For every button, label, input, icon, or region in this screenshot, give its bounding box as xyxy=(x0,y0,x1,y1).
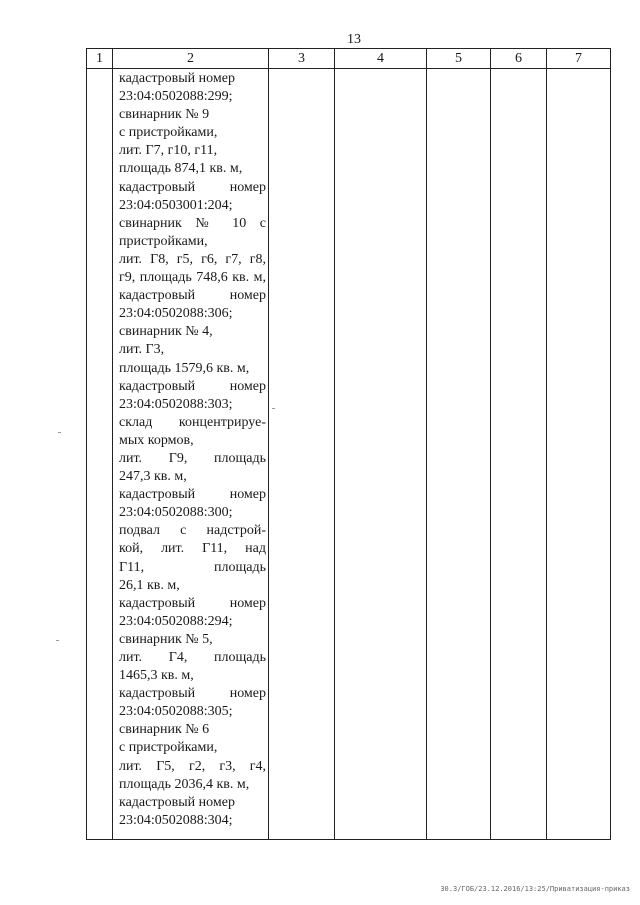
description-line: 23:04:0502088:304; xyxy=(119,812,233,828)
description-line: 1465,3 кв. м, xyxy=(119,668,194,684)
description-line: свинарник № 9 xyxy=(119,107,210,123)
description-line: мых кормов, xyxy=(119,432,194,448)
scan-speck xyxy=(58,432,61,433)
description-line: пристройками, xyxy=(119,233,208,249)
description-line: склад концентрируе- xyxy=(119,414,266,430)
description-line: подвал с надстрой- xyxy=(119,523,266,539)
description-line: лит. Г7, г10, г11, xyxy=(119,143,218,159)
description-line: свинарник № 5, xyxy=(119,631,213,647)
description-line: свинарник № 10 с xyxy=(119,215,266,231)
column-header-6: 6 xyxy=(491,49,547,69)
property-description xyxy=(113,69,268,830)
column-header-5: 5 xyxy=(427,49,491,69)
description-line: 23:04:0502088:303; xyxy=(119,396,233,412)
column-header-4: 4 xyxy=(335,49,427,69)
description-line: площадь 2036,4 кв. м, xyxy=(119,776,250,792)
table-row xyxy=(87,69,611,840)
scan-speck xyxy=(272,408,275,409)
description-line: площадь 1579,6 кв. м, xyxy=(119,360,250,376)
cell-col-2 xyxy=(113,69,269,840)
cell-col-1 xyxy=(87,69,113,840)
description-line: лит. Г9, площадь xyxy=(119,450,266,466)
description-line: кадастровый номер xyxy=(119,378,266,394)
description-line: 23:04:0502088:299; xyxy=(119,89,233,105)
description-line: кой, лит. Г11, над xyxy=(119,541,266,557)
document-table xyxy=(86,48,611,840)
description-line: кадастровый номер xyxy=(119,686,266,702)
cell-col-4 xyxy=(335,69,427,840)
description-line: Г11, площадь xyxy=(119,559,266,575)
description-line: г9, площадь 748,6 кв. м, xyxy=(119,270,266,286)
column-header-2: 2 xyxy=(113,49,269,69)
description-line: лит. Г5, г2, г3, г4, xyxy=(119,758,266,774)
description-line: 247,3 кв. м, xyxy=(119,469,187,485)
column-header-7: 7 xyxy=(547,49,611,69)
description-line: кадастровый номер xyxy=(119,71,235,86)
description-line: кадастровый номер xyxy=(119,179,266,195)
description-line: кадастровый номер xyxy=(119,288,266,304)
description-line: лит. Г3, xyxy=(119,342,165,358)
description-line: 23:04:0502088:305; xyxy=(119,704,233,720)
column-header-1: 1 xyxy=(87,49,113,69)
footer-stamp: 30.3/ГОБ/23.12.2016/13:25/Приватизация-приказ xyxy=(440,885,630,893)
description-line: свинарник № 4, xyxy=(119,324,213,340)
description-line: площадь 874,1 кв. м, xyxy=(119,161,243,177)
description-line: кадастровый номер xyxy=(119,794,235,810)
cell-col-5 xyxy=(427,69,491,840)
description-line: с пристройками, xyxy=(119,125,218,141)
description-line: кадастровый номер xyxy=(119,487,266,503)
cell-col-6 xyxy=(491,69,547,840)
description-line: 23:04:0503001:204; xyxy=(119,197,233,213)
description-line: кадастровый номер xyxy=(119,595,266,611)
cell-col-7 xyxy=(547,69,611,840)
description-line: с пристройками, xyxy=(119,740,218,756)
table-header-row xyxy=(87,49,611,69)
description-line: свинарник № 6 xyxy=(119,722,210,738)
column-header-3: 3 xyxy=(269,49,335,69)
scan-speck xyxy=(56,640,59,641)
description-line: 23:04:0502088:306; xyxy=(119,306,233,322)
description-line: лит. Г4, площадь xyxy=(119,650,266,665)
cell-col-3 xyxy=(269,69,335,840)
page-number: 13 xyxy=(347,32,361,47)
description-line: 23:04:0502088:294; xyxy=(119,613,233,629)
description-line: лит. Г8, г5, г6, г7, г8, xyxy=(119,251,266,267)
description-line: 26,1 кв. м, xyxy=(119,577,180,593)
description-line: 23:04:0502088:300; xyxy=(119,505,233,521)
